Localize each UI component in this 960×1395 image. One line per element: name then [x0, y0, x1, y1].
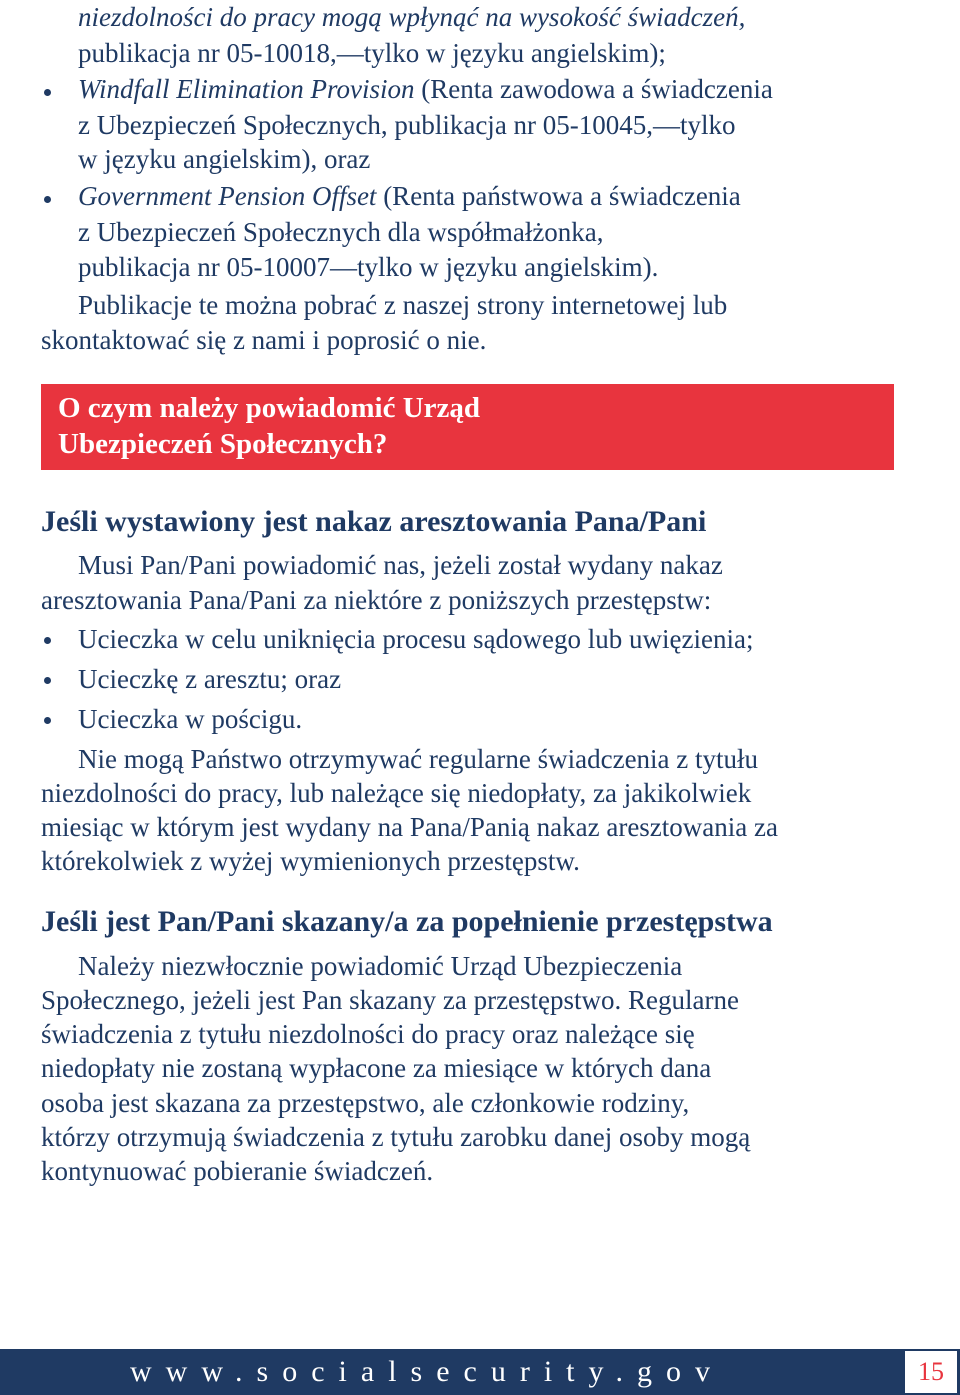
list-item: Ucieczka w celu uniknięcia procesu sądowego lub uwięzienia;	[78, 624, 754, 654]
paragraph-line: Należy niezwłocznie powiadomić Urząd Ubezpieczenia	[78, 951, 683, 981]
paragraph-line: niedopłaty nie zostaną wypłacone za miesiące w których dana	[41, 1053, 712, 1083]
list-item	[78, 179, 741, 213]
banner-title-line: O czym należy powiadomić Urząd	[58, 392, 481, 424]
page-number: 15	[918, 1357, 944, 1386]
paragraph-line: osoba jest skazana za przestępstwo, ale członkowie rodziny,	[41, 1088, 690, 1118]
bullet-icon	[44, 196, 51, 203]
text-line: niezdolności do pracy mogą wpłynąć na wysokość świadczeń,	[78, 2, 746, 32]
paragraph-line: którekolwiek z wyżej wymienionych przestępstw.	[41, 846, 580, 876]
paragraph-line: Publikacje te można pobrać z naszej strony internetowej lub	[78, 290, 728, 320]
bullet-icon	[44, 677, 51, 684]
paragraph-line: Społecznego, jeżeli jest Pan skazany za przestępstwo. Regularne	[41, 985, 739, 1015]
banner-title-line: Ubezpieczeń Społecznych?	[58, 428, 388, 460]
list-item: Ucieczka w pościgu.	[78, 704, 303, 734]
paragraph-line: aresztowania Pana/Pani za niektóre z poniższych przestępstw:	[41, 585, 712, 615]
list-item-text: (Renta państwowa a świadczenia	[376, 181, 741, 211]
text-line: w języku angielskim), oraz	[78, 144, 371, 174]
paragraph-line: miesiąc w którym jest wydany na Pana/Panią nakaz aresztowania za	[41, 812, 778, 842]
paragraph-line: kontynuować pobieranie świadczeń.	[41, 1156, 434, 1186]
section-heading: Jeśli wystawiony jest nakaz aresztowania Pana/Pani	[41, 505, 707, 538]
bullet-icon	[44, 717, 51, 724]
paragraph-line: skontaktować się z nami i poprosić o nie.	[41, 325, 487, 355]
text-line: z Ubezpieczeń Społecznych, publikacja nr 05-10045,—tylko	[78, 110, 736, 140]
italic-title: Windfall Elimination Provision	[78, 74, 415, 104]
website-link[interactable]: www.socialsecurity.gov	[130, 1355, 725, 1388]
paragraph-line: niezdolności do pracy, lub należące się niedopłaty, za jakikolwiek	[41, 778, 752, 808]
text-line: z Ubezpieczeń Społecznych dla współmałżonka,	[78, 217, 604, 247]
list-item-text: (Renta zawodowa a świadczenia	[414, 74, 773, 104]
paragraph-line: Nie mogą Państwo otrzymywać regularne świadczenia z tytułu	[78, 744, 759, 774]
paragraph-line: świadczenia z tytułu niezdolności do pracy oraz należące się	[41, 1019, 695, 1049]
bullet-icon	[44, 637, 51, 644]
list-item: Ucieczkę z aresztu; oraz	[78, 664, 342, 694]
text-line: publikacja nr 05-10018,—tylko w języku angielskim);	[78, 38, 666, 68]
paragraph-line: Musi Pan/Pani powiadomić nas, jeżeli został wydany nakaz	[78, 550, 723, 580]
list-item	[78, 72, 773, 106]
bullet-icon	[44, 89, 51, 96]
italic-title: Government Pension Offset	[78, 181, 377, 211]
paragraph-line: którzy otrzymują świadczenia z tytułu zarobku danej osoby mogą	[41, 1122, 751, 1152]
section-heading: Jeśli jest Pan/Pani skazany/a za popełnienie przestępstwa	[41, 905, 773, 938]
text-line: publikacja nr 05-10007—tylko w języku angielskim).	[78, 252, 659, 282]
